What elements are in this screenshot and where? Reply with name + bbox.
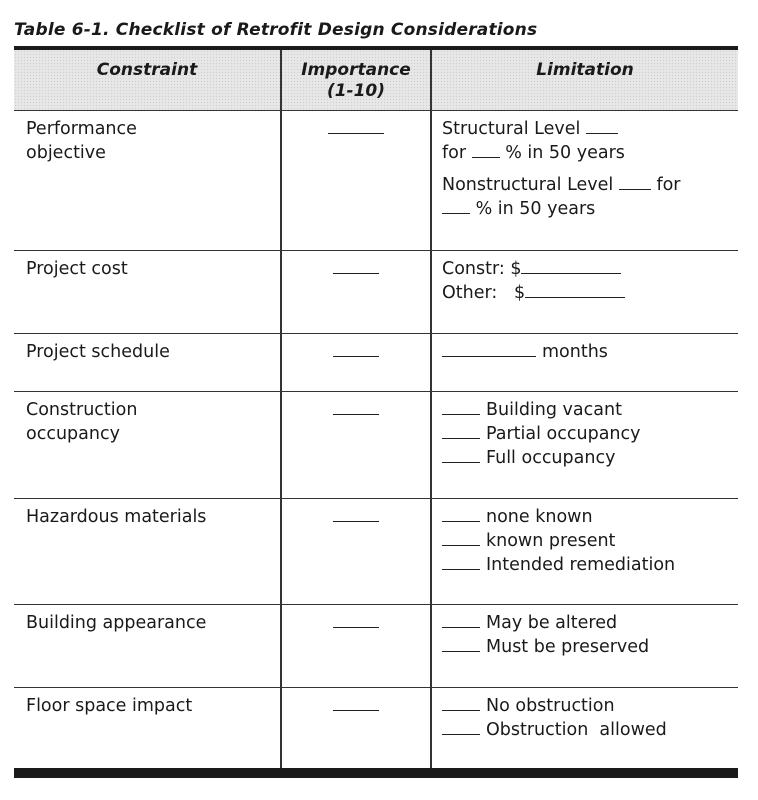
structural-level-blank[interactable] bbox=[586, 118, 618, 134]
constraint-cell: Floor space impact bbox=[26, 696, 193, 716]
option-checkbox-blank[interactable] bbox=[442, 719, 480, 735]
constraint-cell: Project schedule bbox=[26, 342, 170, 362]
structural-percent-line bbox=[442, 141, 732, 165]
option-none-known bbox=[442, 505, 732, 529]
limitation-cell bbox=[442, 257, 732, 305]
other-cost-blank[interactable] bbox=[525, 282, 625, 298]
option-checkbox-blank[interactable] bbox=[442, 636, 480, 652]
option-full-occupancy bbox=[442, 446, 732, 470]
structural-percent-blank[interactable] bbox=[472, 142, 500, 158]
column-divider-1 bbox=[280, 50, 282, 768]
option-label: Building vacant bbox=[486, 400, 622, 420]
construction-cost-line bbox=[442, 257, 732, 281]
limitation-cell bbox=[442, 611, 732, 659]
nonstructural-level-line bbox=[442, 173, 732, 197]
table-caption: Table 6-1. Checklist of Retrofit Design Considerations bbox=[14, 20, 538, 40]
header-importance bbox=[282, 60, 430, 102]
structural-percent-label: % in 50 years bbox=[505, 143, 625, 163]
importance-cell bbox=[282, 117, 430, 141]
nonstructural-percent-line bbox=[442, 197, 732, 221]
importance-blank[interactable] bbox=[333, 695, 379, 711]
option-obstruction-allowed bbox=[442, 718, 732, 742]
importance-cell bbox=[282, 340, 430, 364]
option-label: Obstruction allowed bbox=[486, 720, 667, 740]
structural-for-label: for bbox=[442, 143, 467, 163]
nonstructural-for-label: for bbox=[656, 175, 681, 195]
structural-level-label: Structural Level bbox=[442, 119, 581, 139]
option-building-vacant bbox=[442, 398, 732, 422]
importance-cell bbox=[282, 398, 430, 422]
table-header bbox=[14, 50, 738, 111]
header-constraint: Constraint bbox=[96, 60, 198, 80]
importance-blank[interactable] bbox=[333, 341, 379, 357]
option-must-be-preserved bbox=[442, 635, 732, 659]
nonstructural-percent-label: % in 50 years bbox=[475, 199, 596, 219]
option-checkbox-blank[interactable] bbox=[442, 530, 480, 546]
importance-cell bbox=[282, 257, 430, 281]
row-project-schedule bbox=[14, 334, 738, 392]
schedule-months-label: months bbox=[542, 342, 608, 362]
nonstructural-percent-blank[interactable] bbox=[442, 198, 470, 214]
constraint-cell bbox=[26, 398, 276, 446]
importance-blank[interactable] bbox=[328, 118, 384, 134]
column-divider-2 bbox=[430, 50, 432, 768]
importance-cell bbox=[282, 694, 430, 718]
option-checkbox-blank[interactable] bbox=[442, 447, 480, 463]
limitation-cell bbox=[442, 505, 732, 577]
schedule-months-blank[interactable] bbox=[442, 341, 536, 357]
option-intended-remediation bbox=[442, 553, 732, 577]
option-label: No obstruction bbox=[486, 696, 615, 716]
limitation-cell bbox=[442, 694, 732, 742]
constraint-label-line1: Construction bbox=[26, 400, 138, 420]
row-construction-occupancy bbox=[14, 392, 738, 499]
importance-blank[interactable] bbox=[333, 399, 379, 415]
limitation-cell bbox=[442, 340, 732, 364]
construction-cost-label: Constr: $ bbox=[442, 259, 522, 279]
importance-blank[interactable] bbox=[333, 506, 379, 522]
option-label: none known bbox=[486, 507, 593, 527]
option-checkbox-blank[interactable] bbox=[442, 423, 480, 439]
option-label: Intended remediation bbox=[486, 555, 676, 575]
constraint-cell: Project cost bbox=[26, 259, 128, 279]
option-label: known present bbox=[486, 531, 616, 551]
table-bottom-rule bbox=[14, 768, 738, 778]
constraint-cell: Building appearance bbox=[26, 613, 207, 633]
importance-blank[interactable] bbox=[333, 612, 379, 628]
row-performance-objective bbox=[14, 111, 738, 251]
row-project-cost bbox=[14, 251, 738, 334]
option-label: Full occupancy bbox=[486, 448, 616, 468]
importance-cell bbox=[282, 611, 430, 635]
importance-cell bbox=[282, 505, 430, 529]
option-known-present bbox=[442, 529, 732, 553]
option-label: Must be preserved bbox=[486, 637, 650, 657]
retrofit-checklist-table bbox=[14, 46, 738, 778]
option-checkbox-blank[interactable] bbox=[442, 695, 480, 711]
option-checkbox-blank[interactable] bbox=[442, 506, 480, 522]
option-label: May be altered bbox=[486, 613, 618, 633]
limitation-cell bbox=[442, 398, 732, 470]
construction-cost-blank[interactable] bbox=[521, 258, 621, 274]
option-no-obstruction bbox=[442, 694, 732, 718]
row-hazardous-materials bbox=[14, 499, 738, 605]
constraint-cell: Hazardous materials bbox=[26, 507, 207, 527]
constraint-label-line2: occupancy bbox=[26, 424, 120, 444]
option-checkbox-blank[interactable] bbox=[442, 554, 480, 570]
row-building-appearance bbox=[14, 605, 738, 688]
row-floor-space-impact bbox=[14, 688, 738, 768]
other-cost-line bbox=[442, 281, 732, 305]
nonstructural-level-label: Nonstructural Level bbox=[442, 175, 614, 195]
option-partial-occupancy bbox=[442, 422, 732, 446]
constraint-cell bbox=[26, 117, 276, 165]
nonstructural-level-blank[interactable] bbox=[619, 174, 651, 190]
option-checkbox-blank[interactable] bbox=[442, 399, 480, 415]
header-limitation: Limitation bbox=[536, 60, 634, 80]
option-checkbox-blank[interactable] bbox=[442, 612, 480, 628]
limitation-cell bbox=[442, 117, 732, 221]
header-importance-line1: Importance bbox=[301, 60, 411, 80]
constraint-label-line2: objective bbox=[26, 143, 106, 163]
option-may-be-altered bbox=[442, 611, 732, 635]
header-importance-line2: (1-10) bbox=[326, 81, 386, 101]
importance-blank[interactable] bbox=[333, 258, 379, 274]
structural-level-line bbox=[442, 117, 732, 141]
option-label: Partial occupancy bbox=[486, 424, 641, 444]
other-cost-label: Other: $ bbox=[442, 283, 526, 303]
constraint-label-line1: Performance bbox=[26, 119, 137, 139]
